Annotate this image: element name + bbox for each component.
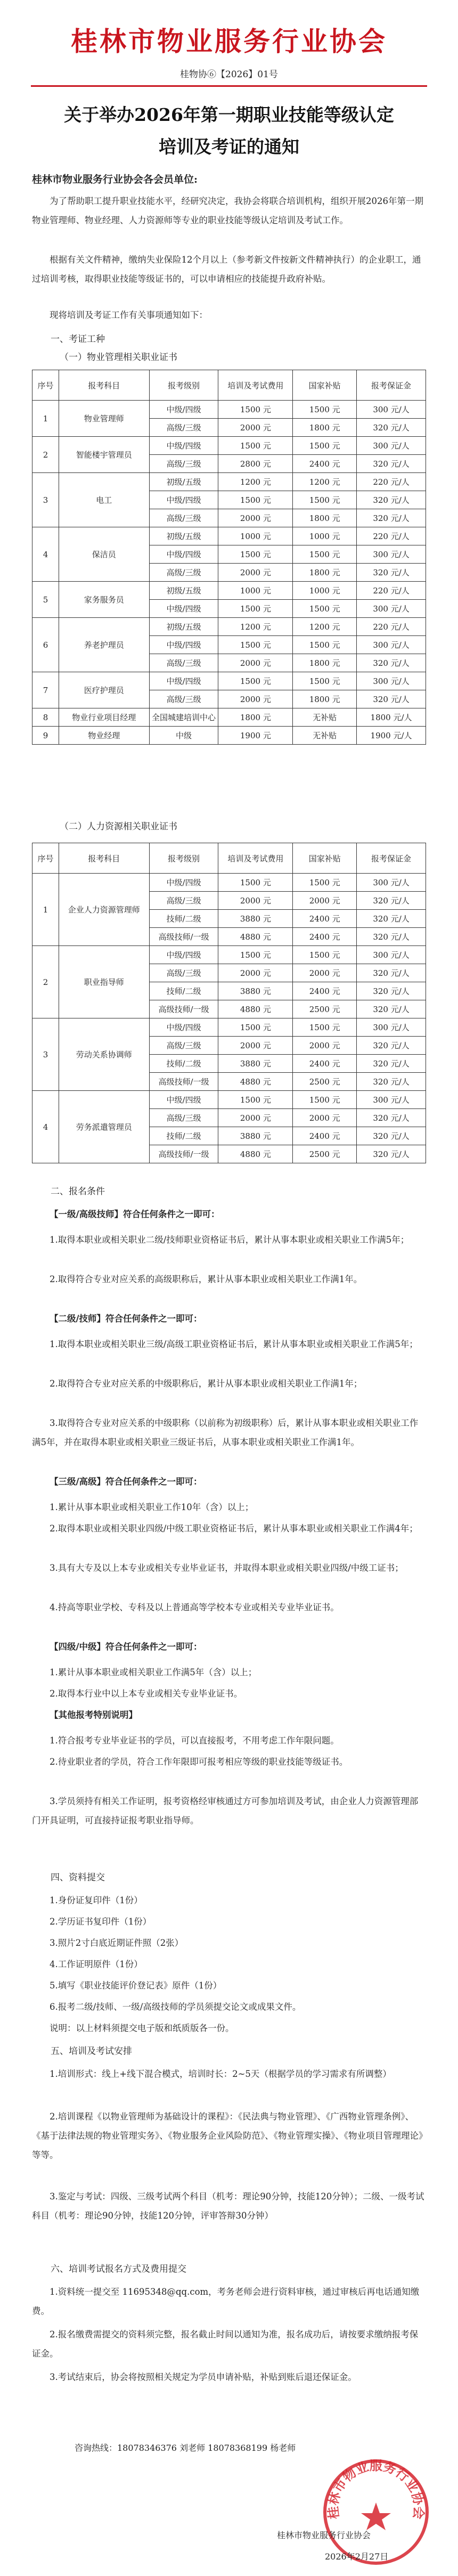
letterhead-title: 桂林市物业服务行业协会 [71,26,387,57]
table-cell: 320 元/人 [357,1055,426,1073]
table-cell: 2400 元 [293,982,357,1000]
table-cell: 高级/三级 [149,509,218,527]
condition-item: 3.学员须持有相关工作证明，报考资格经审核通过方可参加培训及考试，由企业人力资源管理部门开具证明，可直接持证报考职业指导师。 [32,1796,419,1825]
table-cell: 1500 元 [218,672,293,690]
table-cell: 2400 元 [293,455,357,473]
table-cell: 中级/四级 [149,946,218,964]
table-cell: 2000 元 [218,690,293,708]
table-cell: 3880 元 [218,1055,293,1073]
table-cell: 1500 元 [293,636,357,654]
table-cell: 1500 元 [218,874,293,892]
table-cell: 1000 元 [293,582,357,600]
intro-paragraph: 为了帮助职工提升职业技能水平，经研究决定，我协会将联合培训机构，组织开展2026年第一期物业管理师、物业经理、人力资源师等专业的职业技能等级认定培训及考试工作。 [32,196,423,225]
intro-paragraph: 现将培训及考证工作有关事项通知如下： [50,310,208,320]
table-cell: 320 元/人 [357,455,426,473]
table-cell: 300 元/人 [357,946,426,964]
row-number: 3 [32,1018,59,1091]
training-item: 2.培训课程《以物业管理师为基础设计的课程》：《民法典与物业管理》、《广西物业管理条例》、《基于法律法规的物业管理实务》、《物业服务企业风险防范》、《物业管理实操》、《物业项目管理理论》等等。 [32,2112,423,2160]
row-number: 9 [32,727,59,745]
section-heading: 五、培训及考试安排 [51,2046,132,2057]
row-number: 1 [32,874,59,946]
table-cell: 1500 元 [218,600,293,618]
table-cell: 2000 元 [218,964,293,982]
document-item: 6.报考二级/技师、一级/高级技师的学员须提交论文或成果文件。 [50,2002,301,2012]
table-cell: 2800 元 [218,455,293,473]
table-row [32,473,426,491]
signature-org: 桂林市物业服务行业协会 [277,2530,371,2540]
table-cell: 中级/四级 [149,1091,218,1109]
section-heading: 六、培训考试报名方式及费用提交 [51,2264,186,2275]
table-cell: 320 元/人 [357,654,426,672]
table-cell: 320 元/人 [357,690,426,708]
table-cell: 320 元/人 [357,509,426,527]
table-cell: 1200 元 [293,618,357,636]
table-cell: 320 元/人 [357,928,426,946]
table-cell: 高级/三级 [149,1037,218,1055]
notice-title-line2: 培训及考证的通知 [159,136,299,157]
signup-item: 3.考试结束后，协会将按照相关规定为学员申请补贴，补贴到账后退还保证金。 [50,2372,357,2382]
table-row [32,946,426,964]
table-cell: 高级技师/一级 [149,1073,218,1091]
table-cell: 1500 元 [293,437,357,455]
table-header-cell: 国家补贴 [293,370,357,401]
table-cell: 1200 元 [218,473,293,491]
table-cell: 高级/三级 [149,690,218,708]
table-cell: 1500 元 [293,491,357,509]
condition-item: 1.累计从事本职业或相关职业工作满5年（含）以上； [50,1667,257,1677]
table-cell: 技师/二级 [149,1055,218,1073]
table-cell: 高级/三级 [149,564,218,582]
table-cell: 1500 元 [218,1018,293,1037]
subject-cell: 智能楼宇管理员 [59,437,149,473]
table-cell: 1500 元 [218,636,293,654]
signup-item: 2.报名缴费需提交的资料须完整，报名截止时间以通知为准，报名成功后，请按要求缴纳报考保证金。 [32,2329,419,2359]
table-cell: 中级/四级 [149,401,218,419]
table-cell: 320 元/人 [357,1127,426,1145]
table-row [32,727,426,745]
condition-item: 1.取得本职业或相关职业二级/技师职业资格证书后，累计从事本职业或相关职业工作满5年； [50,1235,410,1245]
table-cell: 初级/五级 [149,582,218,600]
row-number: 4 [32,1091,59,1163]
table-cell: 1500 元 [293,600,357,618]
table-cell: 320 元/人 [357,1109,426,1127]
table-cell: 320 元/人 [357,892,426,910]
row-number: 4 [32,527,59,582]
table-cell: 2000 元 [218,564,293,582]
subject-cell: 养老护理员 [59,618,149,672]
table-header-cell: 培训及考试费用 [218,843,293,874]
table-cell: 1800 元 [293,509,357,527]
document-item: 5.填写《职业技能评价登记表》原件（1份） [50,1980,222,1991]
condition-heading: 【二级/技师】符合任何条件之一即可： [50,1314,202,1324]
table-cell: 初级/五级 [149,618,218,636]
table-cell: 320 元/人 [357,1073,426,1091]
table-cell: 320 元/人 [357,564,426,582]
table-row [32,672,426,690]
table-cell: 1900 元 [218,727,293,745]
table-cell: 300 元/人 [357,636,426,654]
table-header-cell: 报考级别 [149,370,218,401]
contact-line: 咨询热线：18078346376 刘老师 18078368199 杨老师 [75,2443,296,2453]
table-cell: 2500 元 [293,1073,357,1091]
table-cell: 1000 元 [218,527,293,545]
document-item: 3.照片2寸白底近期证件照（2张） [50,1938,184,1948]
table-cell: 中级 [149,727,218,745]
table-cell: 2000 元 [218,1109,293,1127]
table-cell: 300 元/人 [357,401,426,419]
table-cell: 2000 元 [218,892,293,910]
table-header-cell: 报考级别 [149,843,218,874]
property-cert-table [32,370,426,745]
subsection-heading: （二）人力资源相关职业证书 [60,821,177,832]
table-cell: 1500 元 [218,1091,293,1109]
training-item: 3.鉴定与考试：四级、三级考试两个科目（机考：理论90分钟，技能120分钟）；二级、一级考试科目（机考：理论90分钟，技能120分钟，评审答辩30分钟） [32,2191,424,2221]
section-heading: 二、报名条件 [51,1186,105,1197]
table-cell: 1500 元 [218,946,293,964]
table-cell: 3880 元 [218,982,293,1000]
table-cell: 1000 元 [293,527,357,545]
table-cell: 320 元/人 [357,964,426,982]
row-number: 3 [32,473,59,527]
table-cell: 高级技师/一级 [149,1145,218,1163]
table-cell: 320 元/人 [357,1000,426,1018]
subject-cell: 劳动关系协调师 [59,1018,149,1091]
table-cell: 2000 元 [218,509,293,527]
condition-heading: 【一级/高级技师】符合任何条件之一即可： [50,1209,220,1219]
table-cell: 2400 元 [293,928,357,946]
table-cell: 高级技师/一级 [149,1000,218,1018]
section-heading: 一、考证工种 [51,334,105,345]
table-cell: 中级/四级 [149,491,218,509]
table-cell: 2000 元 [218,1037,293,1055]
subject-cell: 家务服务员 [59,582,149,618]
table-cell: 1800 元/人 [357,708,426,727]
table-cell: 1500 元 [293,946,357,964]
row-number: 2 [32,946,59,1018]
table-cell: 1500 元 [293,401,357,419]
table-cell: 300 元/人 [357,545,426,564]
row-number: 7 [32,672,59,708]
table-header-cell: 报考科目 [59,843,149,874]
table-cell: 2500 元 [293,1145,357,1163]
signature-date: 2026年2月27日 [325,2551,389,2562]
condition-item: 3.具有大专及以上本专业或相关专业毕业证书，并取得本职业或相关职业四级/中级工证书； [50,1563,404,1573]
table-cell: 高级/三级 [149,654,218,672]
table-cell: 300 元/人 [357,1018,426,1037]
table-cell: 1500 元 [218,545,293,564]
condition-item: 2.取得本职业或相关职业四级/中级工职业资格证书后，累计从事本职业或相关职业工作满4年； [50,1523,418,1534]
table-cell: 320 元/人 [357,982,426,1000]
condition-item: 2.取得本行业中以上本专业或相关专业毕业证书。 [50,1689,243,1699]
table-row [32,527,426,545]
table-row [32,437,426,455]
table-cell: 2000 元 [293,892,357,910]
table-cell: 4880 元 [218,1000,293,1018]
table-header-cell: 报考科目 [59,370,149,401]
signup-item: 1.资料统一提交至 11695348@qq.com，考务老师会进行资料审核，通过审核后再电话通知缴费。 [32,2287,420,2316]
table-cell: 2000 元 [293,1037,357,1055]
condition-item: 2.取得符合专业对应关系的高级职称后，累计从事本职业或相关职业工作满1年。 [50,1274,363,1284]
table-cell: 技师/二级 [149,1127,218,1145]
condition-item: 1.取得本职业或相关职业三级/高级工职业资格证书后，累计从事本职业或相关职业工作满5年； [50,1339,418,1349]
table-row [32,618,426,636]
table-cell: 中级/四级 [149,636,218,654]
table-cell: 高级/三级 [149,964,218,982]
table-cell: 1800 元 [293,564,357,582]
table-cell: 320 元/人 [357,491,426,509]
condition-heading: 【三级/高级】符合任何条件之一即可： [50,1477,202,1487]
table-header-row [32,843,426,874]
table-cell: 3880 元 [218,910,293,928]
table-header-cell: 序号 [32,370,59,401]
document-number: 桂物协⑥【2026】01号 [180,69,278,80]
addressee: 桂林市物业服务行业协会各会员单位: [32,174,198,185]
table-cell: 3880 元 [218,1127,293,1145]
table-cell: 中级/四级 [149,672,218,690]
condition-item: 3.取得符合专业对应关系的中级职称（以前称为初级职称）后，累计从事本职业或相关职业工作满5年，并在取得本职业或相关职业三级证书后，从事本职业或相关职业工作满1年。 [32,1418,419,1447]
table-row [32,401,426,419]
row-number: 2 [32,437,59,473]
table-cell: 技师/二级 [149,910,218,928]
table-cell: 中级/四级 [149,1018,218,1037]
table-cell: 高级技师/一级 [149,928,218,946]
table-cell: 1500 元 [293,1018,357,1037]
condition-heading: 【四级/中级】符合任何条件之一即可： [50,1642,202,1652]
table-cell: 4880 元 [218,1073,293,1091]
table-row [32,708,426,727]
table-cell: 1500 元 [293,1091,357,1109]
section-heading: 四、资料提交 [51,1872,105,1883]
table-cell: 320 元/人 [357,910,426,928]
table-cell: 1800 元 [293,419,357,437]
condition-item: 4.持高等职业学校、专科及以上普通高等学校本专业或相关专业毕业证书。 [50,1602,339,1612]
condition-item: 2.待业职业者的学员，符合工作年限即可报考相应等级的职业技能等级证书。 [50,1757,348,1767]
table-cell: 1500 元 [293,672,357,690]
table-cell: 中级/四级 [149,437,218,455]
table-cell: 无补贴 [293,708,357,727]
subject-cell: 企业人力资源管理师 [59,874,149,946]
table-cell: 220 元/人 [357,473,426,491]
table-cell: 全国城建培训中心 [149,708,218,727]
row-number: 5 [32,582,59,618]
training-item: 1.培训形式：线上+线下混合模式，培训时长：2~5天（根据学员的学习需求有所调整） [50,2069,391,2079]
table-cell: 1500 元 [218,491,293,509]
table-cell: 300 元/人 [357,672,426,690]
hr-cert-table [32,843,426,1163]
table-cell: 300 元/人 [357,874,426,892]
table-cell: 中级/四级 [149,545,218,564]
table-cell: 1800 元 [218,708,293,727]
subject-cell: 电工 [59,473,149,527]
table-row [32,1018,426,1037]
table-cell: 300 元/人 [357,437,426,455]
table-header-cell: 国家补贴 [293,843,357,874]
table-header-cell: 报考保证金 [357,370,426,401]
table-cell: 220 元/人 [357,618,426,636]
table-header-cell: 报考保证金 [357,843,426,874]
table-cell: 220 元/人 [357,582,426,600]
document-item: 4.工作证明原件（1份） [50,1959,143,1969]
table-cell: 1000 元 [218,582,293,600]
table-header-cell: 序号 [32,843,59,874]
condition-heading: 【其他报考特别说明】 [50,1710,137,1720]
subsection-heading: （一）物业管理相关职业证书 [60,352,177,363]
subject-cell: 劳务派遣管理员 [59,1091,149,1163]
table-header-cell: 培训及考试费用 [218,370,293,401]
table-cell: 1500 元 [218,437,293,455]
table-cell: 2400 元 [293,1055,357,1073]
row-number: 8 [32,708,59,727]
condition-item: 1.符合报考专业毕业证书的学员，可以直接报考，不用考虑工作年限问题。 [50,1735,339,1746]
table-row [32,582,426,600]
table-cell: 高级/三级 [149,419,218,437]
table-cell: 2400 元 [293,910,357,928]
table-cell: 中级/四级 [149,874,218,892]
subject-cell: 物业经理 [59,727,149,745]
table-row [32,874,426,892]
table-cell: 1800 元 [293,690,357,708]
table-cell: 高级/三级 [149,455,218,473]
table-cell: 300 元/人 [357,1091,426,1109]
table-cell: 1500 元 [293,545,357,564]
table-cell: 4880 元 [218,1145,293,1163]
table-cell: 1900 元/人 [357,727,426,745]
table-cell: 1500 元 [293,874,357,892]
subject-cell: 保洁员 [59,527,149,582]
notice-title-line1: 关于举办2026年第一期职业技能等级认定 [64,104,394,125]
table-cell: 4880 元 [218,928,293,946]
document-item: 1.身份证复印件（1份） [50,1895,143,1905]
document-item: 2.学历证书复印件（1份） [50,1917,152,1927]
row-number: 6 [32,618,59,672]
table-cell: 300 元/人 [357,600,426,618]
table-cell: 2000 元 [218,419,293,437]
table-cell: 1200 元 [293,473,357,491]
document-item: 说明：以上材料须提交电子版和纸质版各一份。 [50,2023,234,2033]
table-cell: 高级/三级 [149,892,218,910]
table-cell: 中级/四级 [149,600,218,618]
svg-text:桂林市物业服务行业协会: 桂林市物业服务行业协会 [325,2458,427,2520]
table-cell: 220 元/人 [357,527,426,545]
subject-cell: 物业管理师 [59,401,149,437]
table-cell: 高级/三级 [149,1109,218,1127]
table-cell: 2400 元 [293,1127,357,1145]
subject-cell: 物业行业项目经理 [59,708,149,727]
table-cell: 320 元/人 [357,419,426,437]
table-cell: 技师/二级 [149,982,218,1000]
table-cell: 初级/五级 [149,527,218,545]
condition-item: 2.取得符合专业对应关系的中级职称后，累计从事本职业或相关职业工作满1年； [50,1379,363,1389]
table-cell: 2000 元 [293,964,357,982]
table-header-row [32,370,426,401]
table-cell: 1800 元 [293,654,357,672]
table-cell: 2000 元 [293,1109,357,1127]
table-cell: 1200 元 [218,618,293,636]
letterhead-divider [31,85,427,87]
table-cell: 初级/五级 [149,473,218,491]
subject-cell: 职业指导师 [59,946,149,1018]
condition-item: 1.累计从事本职业或相关职业工作10年（含）以上； [50,1502,254,1512]
subject-cell: 医疗护理员 [59,672,149,708]
table-cell: 1500 元 [218,401,293,419]
row-number: 1 [32,401,59,437]
table-cell: 320 元/人 [357,1037,426,1055]
intro-paragraph: 根据有关文件精神，缴纳失业保险12个月以上（参考新文件按新文件精神执行）的企业职工，通过培训考核，取得职业技能等级证书的，可以申请相应的技能提升政府补贴。 [32,255,421,284]
table-cell: 2000 元 [218,654,293,672]
table-cell: 320 元/人 [357,1145,426,1163]
table-cell: 2500 元 [293,1000,357,1018]
table-row [32,1091,426,1109]
table-cell: 无补贴 [293,727,357,745]
